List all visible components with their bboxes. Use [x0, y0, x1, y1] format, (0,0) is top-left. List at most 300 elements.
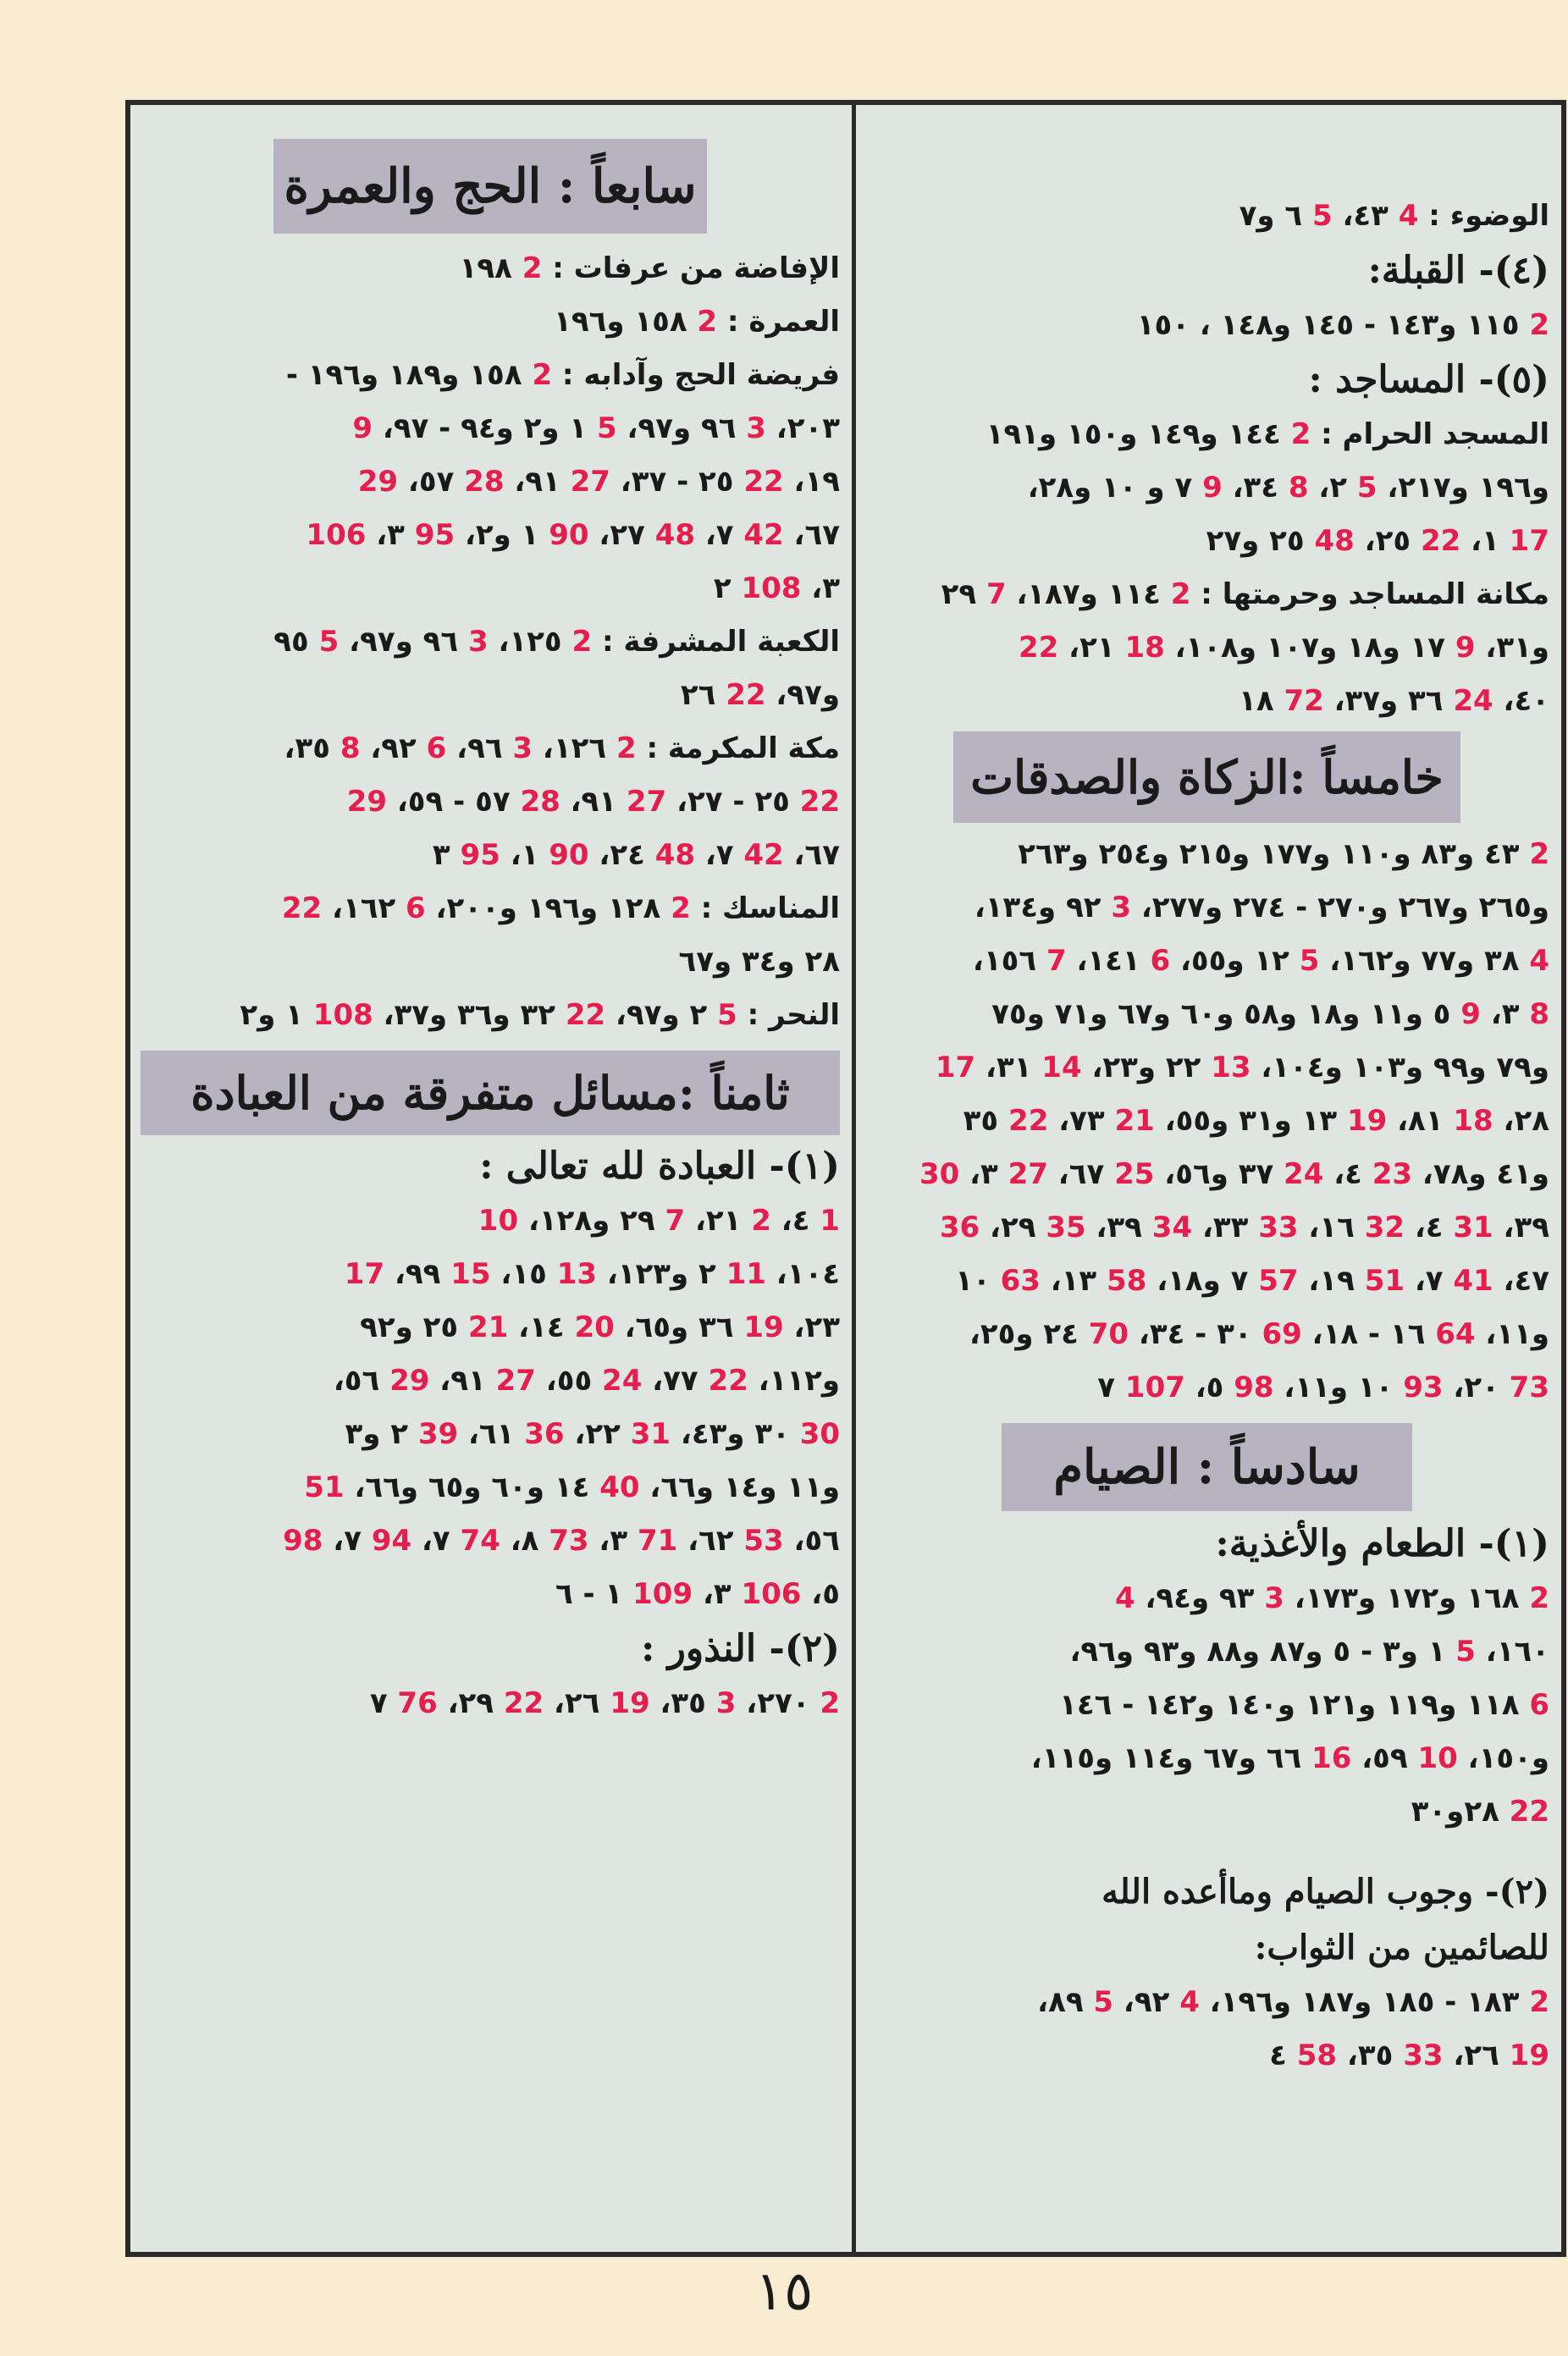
surah-number: 48 [1314, 524, 1355, 558]
verse-reference-text: ٤٧، [1493, 1264, 1549, 1298]
surah-number: 27 [626, 785, 667, 819]
surah-number: 2 [1170, 577, 1191, 611]
verse-reference-text: ٨٩، [1037, 1985, 1094, 2019]
surah-number: 108 [741, 571, 802, 605]
verse-reference-text: ٢٢، [564, 1417, 631, 1451]
surah-number: 34 [1151, 1211, 1193, 1244]
surah-number: 4 [1114, 1581, 1135, 1615]
verse-reference-text: ٦٢، [677, 1524, 744, 1558]
surah-number: 29 [357, 465, 399, 499]
index-line [864, 675, 1549, 728]
surah-number: 73 [549, 1524, 589, 1558]
verse-reference-text: ٣٥، [649, 1686, 716, 1720]
verse-reference-text: ٣٢ و٣٦ و٣٧، [373, 998, 566, 1032]
verse-reference-text: ١٨ [1239, 684, 1284, 718]
index-line [141, 615, 840, 669]
subsection-heading: للصائمين من الثواب: [1254, 1928, 1549, 1967]
verse-reference-text: و١١٢، [748, 1364, 840, 1398]
surah-number: 22 [1420, 524, 1461, 558]
verse-reference-text: مكة المكرمة : [636, 731, 840, 765]
surah-number: 22 [799, 785, 840, 819]
verse-reference-text: ٣، [1480, 997, 1530, 1031]
verse-reference-text: ١٥، [490, 1257, 557, 1291]
verse-reference-text: ٩٥ [273, 625, 319, 659]
surah-number: 7 [665, 1204, 686, 1238]
surah-number: 8 [340, 731, 361, 765]
verse-reference-text: ٤، [1323, 1157, 1372, 1191]
verse-reference-text: ٢٩ و١٢٨، [518, 1204, 665, 1238]
verse-reference-text: ١٤١، [1066, 944, 1151, 978]
verse-reference-text: ٦ و٧ [1239, 199, 1312, 233]
surah-number: 41 [1453, 1264, 1493, 1298]
index-line [864, 1732, 1549, 1785]
verse-reference-text: و٧٩ و٩٩ و١٠٣ و١٠٤، [1251, 1051, 1549, 1084]
verse-reference-text: ١١٥ و١٤٣ - ١٤٥ و١٤٨ ، ١٥٠ [1136, 308, 1530, 342]
verse-reference-text: ٨١، [1387, 1104, 1454, 1138]
verse-reference-text: ١٦٨ و١٧٢ و١٧٣، [1284, 1581, 1530, 1615]
surah-number: 76 [397, 1686, 438, 1720]
verse-reference-text: ١ - ٦ [555, 1577, 633, 1611]
verse-reference-text: ٣٧ و٥٦، [1154, 1157, 1284, 1191]
surah-number: 25 [1114, 1157, 1155, 1191]
surah-number: 27 [495, 1364, 536, 1398]
verse-reference-text: ٢٦ [680, 678, 726, 712]
verse-reference-text: ٥٦، [333, 1364, 390, 1398]
verse-reference-text: ٣، [801, 571, 840, 605]
verse-reference-text: ٩٢ و١٣٤، [974, 891, 1112, 924]
verse-reference-text: ١٢ و٥٥، [1170, 944, 1300, 978]
verse-reference-text: ٢٠، [1443, 1371, 1510, 1404]
surah-number: 17 [935, 1051, 976, 1084]
index-line [864, 1361, 1549, 1415]
surah-number: 27 [570, 465, 610, 499]
verse-reference-text: ١ و٢ و٩٤ - ٩٧، [373, 411, 597, 445]
surah-number: 29 [389, 1364, 430, 1398]
verse-reference-text: ٢٥ - ٢٧، [666, 785, 800, 819]
surah-number: 5 [1093, 1985, 1114, 2019]
section-banner: سابعاً : الحج والعمرة [273, 139, 707, 234]
verse-reference-text: ٣١، [975, 1051, 1042, 1084]
surah-number: 9 [1202, 471, 1223, 505]
verse-reference-text: ٩٢، [1113, 1985, 1180, 2019]
index-line [864, 1148, 1549, 1201]
index-line [864, 568, 1549, 621]
verse-reference-text: ١٩، [1298, 1264, 1365, 1298]
index-line [141, 1515, 840, 1568]
subsection-heading: (٥)- المساجد : [1308, 358, 1549, 401]
verse-reference-text: ٨، [500, 1524, 549, 1558]
verse-reference-text: ٣٦ و٣٧، [1323, 684, 1454, 718]
surah-number: 93 [1403, 1371, 1444, 1404]
surah-number: 33 [1258, 1211, 1299, 1244]
surah-number: 24 [1284, 1157, 1324, 1191]
surah-number: 2 [1529, 1581, 1549, 1615]
verse-reference-text: ٩٣ و٩٤، [1135, 1581, 1265, 1615]
verse-reference-text: ٣، [588, 1524, 638, 1558]
section-banner: سادساً : الصيام [1002, 1423, 1412, 1511]
surah-number: 19 [610, 1686, 650, 1720]
surah-number: 28 [520, 785, 560, 819]
surah-number: 72 [1284, 684, 1324, 718]
surah-number: 3 [1264, 1581, 1284, 1615]
surah-number: 1 [820, 1204, 840, 1238]
verse-reference-text: ٧ و ١٠ و٢٨، [1027, 471, 1203, 505]
index-line [141, 669, 840, 722]
surah-number: 28 [464, 465, 505, 499]
verse-reference-text: ١٣، [1040, 1264, 1107, 1298]
verse-reference-text: ٧٣، [1048, 1104, 1115, 1138]
section-banner: خامساً :الزكاة والصدقات [953, 731, 1460, 823]
index-line [864, 1201, 1549, 1255]
verse-reference-text: ١٦٠، [1475, 1635, 1549, 1669]
surah-number: 36 [939, 1211, 980, 1244]
verse-reference-text: ١ و٣ - ٥ و٨٧ و٨٨ و٩٣ و٩٦، [1069, 1635, 1456, 1669]
verse-reference-text: ٦٧، [783, 518, 840, 552]
verse-reference-text: و١١، [1475, 1317, 1549, 1351]
verse-reference-text: ٤ [1269, 2039, 1297, 2072]
surah-number: 5 [1299, 944, 1320, 978]
verse-reference-text: ٧٧، [642, 1364, 709, 1398]
surah-number: 33 [1403, 2039, 1444, 2072]
surah-number: 8 [1529, 997, 1549, 1031]
surah-number: 90 [549, 518, 589, 552]
surah-number: 2 [1529, 837, 1549, 871]
verse-reference-text: ٥ و١١ و١٨ و٥٨ و٦٠ و٦٧ و٧١ و٧٥ [991, 997, 1461, 1031]
verse-reference-text: ٧، [1405, 1264, 1454, 1298]
verse-reference-text: ٥، [1184, 1371, 1234, 1404]
verse-reference-text: ٢٥ - ٣٧، [610, 465, 744, 499]
index-line [864, 1785, 1549, 1839]
surah-number: 4 [1179, 1985, 1200, 2019]
surah-number: 74 [460, 1524, 500, 1558]
surah-number: 21 [467, 1310, 509, 1344]
surah-number: 11 [726, 1257, 766, 1291]
surah-number: 17 [344, 1257, 385, 1291]
surah-number: 22 [708, 1364, 748, 1398]
surah-number: 19 [743, 1310, 784, 1344]
surah-number: 10 [478, 1204, 519, 1238]
surah-number: 30 [799, 1417, 840, 1451]
section-banner: ثامناً :مسائل متفرقة من العبادة [141, 1051, 840, 1135]
surah-number: 64 [1435, 1317, 1476, 1351]
surah-number: 3 [746, 411, 766, 445]
verse-reference-text: ٥٥، [535, 1364, 603, 1398]
verse-reference-text: ١٠ [955, 1264, 1001, 1298]
verse-reference-text: ٢٩ [941, 577, 986, 611]
surah-number: 106 [741, 1577, 802, 1611]
verse-reference-text: ٧ [369, 1686, 398, 1720]
surah-number: 5 [1356, 471, 1378, 505]
verse-reference-text: ٤٣ و٨٣ و١١٠ و١٧٧ و٢١٥ و٢٥٤ و٢٦٣ [1018, 837, 1530, 871]
surah-number: 70 [1088, 1317, 1129, 1351]
surah-number: 2 [571, 625, 593, 659]
index-line [864, 1572, 1549, 1625]
surah-number: 19 [1346, 1104, 1388, 1138]
subsection-heading: (١)- الطعام والأغذية: [1215, 1522, 1549, 1565]
surah-number: 42 [743, 518, 784, 552]
subsection-heading: (٤)- القبلة: [1367, 249, 1549, 292]
surah-number: 31 [630, 1417, 671, 1451]
index-line [141, 1568, 840, 1621]
surah-number: 63 [1000, 1264, 1041, 1298]
verse-reference-text: ٢٩، [437, 1686, 504, 1720]
verse-reference-text: ٢٦، [1443, 2039, 1510, 2072]
verse-reference-text: ٥٦، [783, 1524, 840, 1558]
surah-number: 10 [1417, 1741, 1458, 1775]
surah-number: 6 [1150, 944, 1171, 978]
surah-number: 16 [1311, 1741, 1352, 1775]
verse-reference-text: ٢، [1308, 471, 1357, 505]
verse-reference-text: ٢٠٣، [765, 411, 840, 445]
subsection-heading: (٢)- النذور : [641, 1627, 840, 1670]
index-line [864, 1308, 1549, 1361]
surah-number: 98 [1234, 1371, 1274, 1404]
surah-number: 14 [1041, 1051, 1082, 1084]
verse-reference-text: ٩٦ و٩٧، [616, 411, 747, 445]
verse-reference-text: ٩٦ و٩٧، [339, 625, 468, 659]
verse-reference-text: ٣٠ - ٣٤، [1129, 1317, 1262, 1351]
verse-reference-text: ٧ [1097, 1371, 1125, 1404]
verse-reference-text: ٥، [801, 1577, 840, 1611]
index-line [141, 1677, 840, 1730]
surah-number: 24 [602, 1364, 643, 1398]
index-line [864, 2029, 1549, 2083]
verse-reference-text: ٢ و٣ [345, 1417, 418, 1451]
verse-reference-text: ١، [1460, 524, 1510, 558]
index-line [141, 1408, 840, 1461]
left-column [130, 105, 852, 2252]
verse-reference-text: و٩٧، [765, 678, 840, 712]
verse-reference-text: ٦٧، [783, 838, 840, 872]
index-line [141, 349, 840, 402]
verse-reference-text: المناسك : [690, 891, 840, 925]
verse-reference-text: ١ و٢ [240, 998, 313, 1032]
surah-number: 22 [1008, 1104, 1049, 1138]
surah-number: 22 [743, 465, 784, 499]
verse-reference-text: ٣، [366, 518, 415, 552]
verse-reference-text: ٢٥ و٢٧ [1206, 524, 1315, 558]
index-line [864, 1255, 1549, 1308]
verse-reference-text: ٢ [713, 571, 742, 605]
index-line [864, 828, 1549, 881]
surah-number: 5 [1455, 1635, 1476, 1669]
verse-reference-text: ٧ و١٨، [1146, 1264, 1259, 1298]
index-line [864, 881, 1549, 935]
verse-reference-text: ١٢٥، [488, 625, 572, 659]
verse-reference-text: ٤٠، [1493, 684, 1549, 718]
surah-number: 29 [346, 785, 388, 819]
verse-reference-text: ٢٧، [588, 518, 655, 552]
surah-number: 19 [1509, 2039, 1549, 2072]
surah-number: 36 [524, 1417, 565, 1451]
index-line [141, 775, 840, 829]
surah-number: 27 [1008, 1157, 1048, 1191]
verse-reference-text: ٢٣، [783, 1310, 840, 1344]
surah-number: 58 [1296, 2039, 1338, 2072]
verse-reference-text: ١ و٢، [455, 518, 549, 552]
surah-number: 69 [1262, 1317, 1302, 1351]
verse-reference-text: ٤، [1405, 1211, 1454, 1244]
verse-reference-text: الكعبة المشرفة : [592, 625, 840, 659]
surah-number: 2 [1529, 1985, 1549, 2019]
surah-number: 95 [460, 838, 500, 872]
surah-number: 2 [616, 731, 637, 765]
verse-reference-text: ٢٥، [1354, 524, 1421, 558]
surah-number: 51 [304, 1470, 345, 1504]
verse-reference-text: ١١٨ و١١٩ و١٢١ و١٤٠ و١٤٢ - ١٤٦ [1059, 1688, 1530, 1722]
verse-reference-text: ١٩، [783, 465, 840, 499]
verse-reference-text: الإفاضة من عرفات : [542, 251, 840, 285]
surah-number: 8 [1288, 471, 1309, 505]
verse-reference-text: ٦٧، [1047, 1157, 1115, 1191]
surah-number: 53 [743, 1524, 784, 1558]
surah-number: 7 [986, 577, 1007, 611]
verse-reference-text: ٢٤، [588, 838, 655, 872]
surah-number: 40 [599, 1470, 640, 1504]
index-line [864, 515, 1549, 568]
surah-number: 9 [352, 411, 373, 445]
verse-reference-text: ٦١، [458, 1417, 525, 1451]
verse-reference-text: ٩٢، [360, 731, 427, 765]
surah-number: 17 [1509, 524, 1549, 558]
verse-reference-text: و١٩٦ و٢١٧، [1377, 471, 1549, 505]
surah-number: 73 [1509, 1371, 1549, 1404]
index-line [864, 190, 1549, 243]
surah-number: 2 [751, 1204, 771, 1238]
verse-reference-text: ٣٥، [1337, 2039, 1404, 2072]
verse-reference-text: ١، [500, 838, 549, 872]
surah-number: 51 [1364, 1264, 1405, 1298]
index-line [141, 989, 840, 1042]
verse-reference-text: النحر : [737, 998, 840, 1032]
index-line [141, 509, 840, 562]
verse-reference-text: ١٢٦، [533, 731, 616, 765]
surah-number: 22 [503, 1686, 544, 1720]
surah-number: 6 [426, 731, 447, 765]
index-line [864, 621, 1549, 675]
verse-reference-text: ٣٩، [1493, 1211, 1549, 1244]
surah-number: 21 [1114, 1104, 1155, 1138]
index-line [864, 461, 1549, 515]
index-line [141, 1248, 840, 1301]
verse-reference-text: ٧، [695, 518, 744, 552]
index-line [864, 1679, 1549, 1732]
spacer [864, 1839, 1549, 1864]
surah-number: 35 [1046, 1211, 1086, 1244]
index-line [864, 408, 1549, 461]
index-line [141, 935, 840, 989]
verse-reference-text: ١٣ و٣١ و٥٥، [1154, 1104, 1347, 1138]
verse-reference-text: ٣، [959, 1157, 1008, 1191]
surah-number: 3 [467, 625, 489, 659]
verse-reference-text: و١٥٠، [1457, 1741, 1549, 1775]
verse-reference-text: ١٦ - ١٨، [1301, 1317, 1436, 1351]
verse-reference-text: و٣١، [1475, 631, 1549, 665]
index-line [141, 455, 840, 509]
index-line [864, 1625, 1549, 1679]
index-line [864, 988, 1549, 1041]
verse-reference-text: ١١٤ و١٨٧، [1006, 577, 1171, 611]
verse-reference-text: ٦٦ و٦٧ و١١٤ و١١٥، [1030, 1741, 1312, 1775]
verse-reference-text: ١٢٨ و١٩٦ و٢٠٠، [425, 891, 671, 925]
surah-number: 4 [1398, 199, 1419, 233]
surah-number: 9 [1455, 631, 1476, 665]
surah-number: 2 [1290, 417, 1311, 451]
verse-reference-text: ٩٦، [446, 731, 513, 765]
verse-reference-text: الوضوء : [1418, 199, 1549, 233]
right-column [856, 105, 1561, 2252]
verse-reference-text: ٢١، [685, 1204, 752, 1238]
surah-number: 13 [1211, 1051, 1251, 1084]
verse-reference-text: ٣ [432, 838, 461, 872]
surah-number: 30 [919, 1157, 960, 1191]
index-line [141, 829, 840, 882]
surah-number: 31 [1453, 1211, 1493, 1244]
verse-reference-text: ١٦٢، [322, 891, 406, 925]
verse-reference-text: ٢٩، [980, 1211, 1046, 1244]
verse-reference-text: ١٥٨ و١٨٩ و١٩٦ - [285, 358, 533, 392]
verse-reference-text: ١٠ و١١، [1273, 1371, 1404, 1404]
verse-reference-text: ٩١، [504, 465, 571, 499]
verse-reference-text: ٢٦، [544, 1686, 610, 1720]
verse-reference-text: ٣٤، [1222, 471, 1289, 505]
surah-number: 98 [283, 1524, 323, 1558]
surah-number: 58 [1107, 1264, 1147, 1298]
verse-reference-text: و٤١ و٧٨، [1412, 1157, 1549, 1191]
index-line [141, 562, 840, 615]
surah-number: 71 [637, 1524, 678, 1558]
surah-number: 4 [1529, 944, 1549, 978]
verse-reference-text: ٢٧٠، [736, 1686, 820, 1720]
verse-reference-text: ٢٤ و٢٥، [969, 1317, 1089, 1351]
surah-number: 2 [522, 251, 543, 285]
verse-reference-text: فريضة الحج وآدابه : [552, 358, 840, 392]
verse-reference-text: و٢٦٥ و٢٦٧ و٢٧٠ - ٢٧٤ و٢٧٧، [1131, 891, 1549, 924]
surah-number: 6 [1529, 1688, 1549, 1722]
surah-number: 109 [632, 1577, 693, 1611]
surah-number: 2 [532, 358, 553, 392]
surah-number: 7 [1046, 944, 1067, 978]
verse-reference-text: المسجد الحرام : [1311, 417, 1549, 451]
verse-reference-text: ٢٥ و٩٢ [360, 1310, 468, 1344]
verse-reference-text: ٣٩، [1085, 1211, 1152, 1244]
index-line [141, 882, 840, 935]
index-line [864, 1976, 1549, 2029]
verse-reference-text: ٥٩، [1351, 1741, 1418, 1775]
verse-reference-text: ٧، [411, 1524, 461, 1558]
verse-reference-text: و١١ و١٤ و٦٦، [639, 1470, 840, 1504]
surah-number: 23 [1372, 1157, 1413, 1191]
index-line [864, 1095, 1549, 1148]
surah-number: 6 [406, 891, 426, 925]
surah-number: 48 [654, 518, 696, 552]
verse-reference-text: ٤، [770, 1204, 820, 1238]
surah-number: 48 [654, 838, 696, 872]
index-line [141, 402, 840, 455]
verse-reference-text: العمرة : [717, 305, 840, 339]
verse-reference-text: ١٨٣ - ١٨٥ و١٨٧ و١٩٦، [1199, 1985, 1530, 2019]
surah-number: 9 [1460, 997, 1481, 1031]
surah-number: 5 [1311, 199, 1333, 233]
surah-number: 106 [306, 518, 367, 552]
surah-number: 22 [1019, 631, 1059, 665]
surah-number: 2 [1529, 308, 1549, 342]
subsection-heading: (٢)- وجوب الصيام وماأعده الله [1101, 1872, 1549, 1912]
verse-reference-text: ٣٨ و٧٧ و١٦٢، [1319, 944, 1530, 978]
surah-number: 22 [281, 891, 323, 925]
verse-reference-text: ٣٣، [1192, 1211, 1259, 1244]
surah-number: 3 [512, 731, 533, 765]
